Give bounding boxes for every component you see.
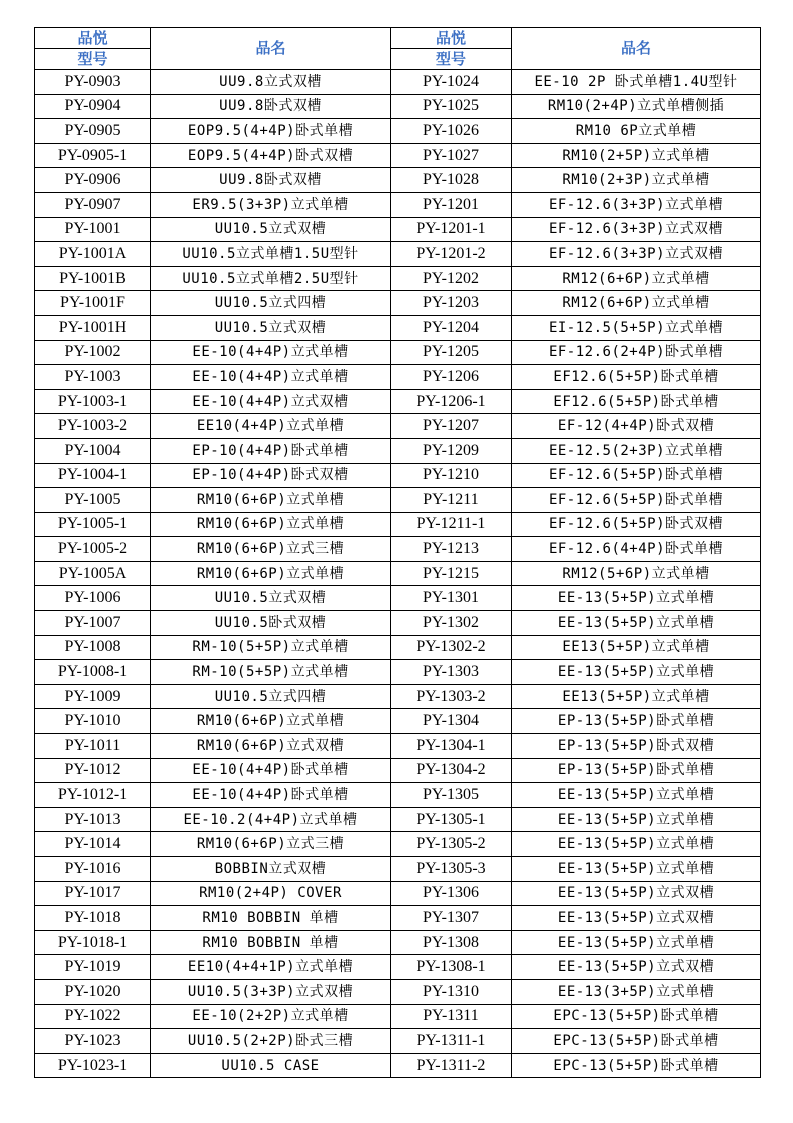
product-name-cell: UU10.5立式双槽 — [151, 315, 391, 340]
product-name-cell: EE13(5+5P)立式单槽 — [512, 684, 761, 709]
model-code-cell: PY-1003 — [35, 365, 151, 390]
product-name-cell: RM10(6+6P)立式单槽 — [151, 512, 391, 537]
product-name-cell: RM10(2+3P)立式单槽 — [512, 168, 761, 193]
table-row — [35, 365, 761, 390]
model-code-cell: PY-1022 — [35, 1004, 151, 1029]
model-code-cell: PY-1005-2 — [35, 537, 151, 562]
product-name-cell: RM10(2+5P)立式单槽 — [512, 143, 761, 168]
model-code-cell: PY-1202 — [391, 266, 512, 291]
product-name-cell: EE-13(5+5P)立式单槽 — [512, 611, 761, 636]
product-name-cell: EP-13(5+5P)卧式单槽 — [512, 758, 761, 783]
table-row — [35, 709, 761, 734]
model-code-cell: PY-1008 — [35, 635, 151, 660]
table-row — [35, 807, 761, 832]
model-code-cell: PY-1011 — [35, 734, 151, 759]
table-row — [35, 586, 761, 611]
model-code-cell: PY-0905-1 — [35, 143, 151, 168]
product-name-cell: RM10(2+4P) COVER — [151, 881, 391, 906]
product-name-cell: EE-10(4+4P)立式单槽 — [151, 365, 391, 390]
model-code-cell: PY-1008-1 — [35, 660, 151, 685]
product-name-cell: EE-10 2P 卧式单槽1.4U型针 — [512, 70, 761, 95]
model-code-cell: PY-1311-2 — [391, 1053, 512, 1078]
product-name-cell: UU10.5 CASE — [151, 1053, 391, 1078]
product-table — [34, 27, 761, 1078]
product-name-cell: EF-12.6(5+5P)卧式双槽 — [512, 512, 761, 537]
model-code-cell: PY-1211 — [391, 488, 512, 513]
table-row — [35, 119, 761, 144]
model-code-cell: PY-1311 — [391, 1004, 512, 1029]
product-name-cell: ER9.5(3+3P)立式单槽 — [151, 192, 391, 217]
product-name-cell: RM12(6+6P)立式单槽 — [512, 266, 761, 291]
table-row — [35, 1053, 761, 1078]
product-name-cell: EF-12.6(5+5P)卧式单槽 — [512, 488, 761, 513]
model-code-cell: PY-1304 — [391, 709, 512, 734]
model-code-cell: PY-1001F — [35, 291, 151, 316]
model-code-cell: PY-0907 — [35, 192, 151, 217]
product-name-cell: EPC-13(5+5P)卧式单槽 — [512, 1004, 761, 1029]
model-code-cell: PY-1014 — [35, 832, 151, 857]
table-row — [35, 340, 761, 365]
model-code-cell: PY-1018 — [35, 906, 151, 931]
product-name-cell: UU10.5卧式双槽 — [151, 611, 391, 636]
model-code-cell: PY-1206 — [391, 365, 512, 390]
model-code-cell: PY-1304-2 — [391, 758, 512, 783]
table-row — [35, 143, 761, 168]
product-name-cell: RM10(6+6P)立式单槽 — [151, 488, 391, 513]
model-code-cell: PY-1025 — [391, 94, 512, 119]
model-code-cell: PY-1307 — [391, 906, 512, 931]
product-name-cell: EF12.6(5+5P)卧式单槽 — [512, 389, 761, 414]
table-row — [35, 561, 761, 586]
product-name-cell: EE-13(5+5P)立式双槽 — [512, 906, 761, 931]
model-code-cell: PY-1305 — [391, 783, 512, 808]
model-code-cell: PY-1005A — [35, 561, 151, 586]
model-code-cell: PY-1027 — [391, 143, 512, 168]
table-row — [35, 1029, 761, 1054]
product-name-cell: RM12(6+6P)立式单槽 — [512, 291, 761, 316]
product-name-cell: RM10(6+6P)立式单槽 — [151, 561, 391, 586]
table-row — [35, 734, 761, 759]
model-code-cell: PY-1001A — [35, 242, 151, 267]
product-name-cell: RM10 BOBBIN 单槽 — [151, 906, 391, 931]
product-name-cell: RM10(6+6P)立式三槽 — [151, 537, 391, 562]
model-code-cell: PY-0903 — [35, 70, 151, 95]
model-code-cell: PY-1301 — [391, 586, 512, 611]
product-name-cell: UU10.5立式单槽1.5U型针 — [151, 242, 391, 267]
model-code-cell: PY-1303 — [391, 660, 512, 685]
model-code-cell: PY-1305-1 — [391, 807, 512, 832]
model-code-cell: PY-1017 — [35, 881, 151, 906]
product-name-cell: UU10.5(3+3P)立式双槽 — [151, 979, 391, 1004]
model-code-cell: PY-1213 — [391, 537, 512, 562]
product-name-cell: RM10(2+4P)立式单槽侧插 — [512, 94, 761, 119]
product-name-cell: UU10.5立式双槽 — [151, 217, 391, 242]
product-name-cell: UU10.5立式单槽2.5U型针 — [151, 266, 391, 291]
product-name-cell: EE-13(5+5P)立式单槽 — [512, 586, 761, 611]
model-code-cell: PY-1210 — [391, 463, 512, 488]
product-name-cell: EE13(5+5P)立式单槽 — [512, 635, 761, 660]
table-row — [35, 611, 761, 636]
model-code-cell: PY-1001H — [35, 315, 151, 340]
model-code-cell: PY-1204 — [391, 315, 512, 340]
product-name-cell: EE-10.2(4+4P)立式单槽 — [151, 807, 391, 832]
table-row — [35, 684, 761, 709]
model-code-cell: PY-1310 — [391, 979, 512, 1004]
model-code-cell: PY-1308-1 — [391, 955, 512, 980]
model-code-cell: PY-1013 — [35, 807, 151, 832]
product-name-cell: EE-10(4+4P)立式单槽 — [151, 340, 391, 365]
product-name-cell: EP-13(5+5P)卧式单槽 — [512, 709, 761, 734]
product-name-cell: UU9.8立式双槽 — [151, 70, 391, 95]
table-row — [35, 857, 761, 882]
product-name-cell: EE-13(5+5P)立式单槽 — [512, 857, 761, 882]
product-name-cell: UU9.8卧式双槽 — [151, 168, 391, 193]
product-name-cell: EF-12.6(2+4P)卧式单槽 — [512, 340, 761, 365]
model-code-cell: PY-1020 — [35, 979, 151, 1004]
table-row — [35, 906, 761, 931]
product-name-cell: EE-10(4+4P)立式双槽 — [151, 389, 391, 414]
product-name-cell: UU10.5立式四槽 — [151, 291, 391, 316]
model-code-cell: PY-1211-1 — [391, 512, 512, 537]
model-code-cell: PY-1010 — [35, 709, 151, 734]
table-row — [35, 783, 761, 808]
model-code-cell: PY-1215 — [391, 561, 512, 586]
product-name-cell: UU10.5(2+2P)卧式三槽 — [151, 1029, 391, 1054]
header-code-top-right: 品悦 — [391, 28, 512, 49]
model-code-cell: PY-1207 — [391, 414, 512, 439]
product-name-cell: RM12(5+6P)立式单槽 — [512, 561, 761, 586]
product-name-cell: EF-12.6(3+3P)立式双槽 — [512, 217, 761, 242]
product-name-cell: EE-13(5+5P)立式单槽 — [512, 832, 761, 857]
product-name-cell: EF-12.6(4+4P)卧式单槽 — [512, 537, 761, 562]
product-name-cell: EE10(4+4P)立式单槽 — [151, 414, 391, 439]
model-code-cell: PY-1003-1 — [35, 389, 151, 414]
table-row — [35, 70, 761, 95]
table-row — [35, 512, 761, 537]
model-code-cell: PY-1012-1 — [35, 783, 151, 808]
product-name-cell: EE-13(5+5P)立式单槽 — [512, 783, 761, 808]
model-code-cell: PY-1302-2 — [391, 635, 512, 660]
table-row — [35, 635, 761, 660]
model-code-cell: PY-1028 — [391, 168, 512, 193]
product-name-cell: EOP9.5(4+4P)卧式双槽 — [151, 143, 391, 168]
model-code-cell: PY-1303-2 — [391, 684, 512, 709]
table-row — [35, 979, 761, 1004]
product-name-cell: RM-10(5+5P)立式单槽 — [151, 635, 391, 660]
product-name-cell: EE-13(5+5P)立式单槽 — [512, 807, 761, 832]
model-code-cell: PY-1024 — [391, 70, 512, 95]
product-name-cell: EE-13(5+5P)立式单槽 — [512, 930, 761, 955]
model-code-cell: PY-1001B — [35, 266, 151, 291]
product-name-cell: EF12.6(5+5P)卧式单槽 — [512, 365, 761, 390]
table-row — [35, 881, 761, 906]
product-name-cell: EF-12.6(5+5P)卧式单槽 — [512, 463, 761, 488]
table-row — [35, 660, 761, 685]
model-code-cell: PY-1009 — [35, 684, 151, 709]
product-name-cell: EE10(4+4+1P)立式单槽 — [151, 955, 391, 980]
model-code-cell: PY-1206-1 — [391, 389, 512, 414]
table-row — [35, 758, 761, 783]
product-name-cell: EE-10(2+2P)立式单槽 — [151, 1004, 391, 1029]
model-code-cell: PY-1026 — [391, 119, 512, 144]
model-code-cell: PY-1304-1 — [391, 734, 512, 759]
model-code-cell: PY-1005 — [35, 488, 151, 513]
model-code-cell: PY-1201 — [391, 192, 512, 217]
header-row-top — [35, 28, 761, 49]
model-code-cell: PY-1203 — [391, 291, 512, 316]
model-code-cell: PY-1201-2 — [391, 242, 512, 267]
model-code-cell: PY-1004-1 — [35, 463, 151, 488]
model-code-cell: PY-1002 — [35, 340, 151, 365]
table-row — [35, 217, 761, 242]
header-name-left: 品名 — [151, 28, 391, 70]
header-code-bottom-right: 型号 — [391, 49, 512, 70]
table-row — [35, 488, 761, 513]
table-row — [35, 192, 761, 217]
model-code-cell: PY-1306 — [391, 881, 512, 906]
table-row — [35, 414, 761, 439]
product-name-cell: EP-10(4+4P)卧式双槽 — [151, 463, 391, 488]
product-name-cell: EP-13(5+5P)卧式双槽 — [512, 734, 761, 759]
table-row — [35, 266, 761, 291]
table-row — [35, 955, 761, 980]
model-code-cell: PY-0905 — [35, 119, 151, 144]
model-code-cell: PY-1003-2 — [35, 414, 151, 439]
product-name-cell: RM10(6+6P)立式双槽 — [151, 734, 391, 759]
product-name-cell: RM10 6P立式单槽 — [512, 119, 761, 144]
product-name-cell: EF-12.6(3+3P)立式双槽 — [512, 242, 761, 267]
model-code-cell: PY-1006 — [35, 586, 151, 611]
product-name-cell: EE-10(4+4P)卧式单槽 — [151, 758, 391, 783]
product-name-cell: EPC-13(5+5P)卧式单槽 — [512, 1053, 761, 1078]
model-code-cell: PY-1311-1 — [391, 1029, 512, 1054]
product-name-cell: UU9.8卧式双槽 — [151, 94, 391, 119]
product-name-cell: EE-13(5+5P)立式单槽 — [512, 660, 761, 685]
product-name-cell: RM10(6+6P)立式单槽 — [151, 709, 391, 734]
model-code-cell: PY-0904 — [35, 94, 151, 119]
product-name-cell: EE-13(3+5P)立式单槽 — [512, 979, 761, 1004]
product-name-cell: EP-10(4+4P)卧式单槽 — [151, 438, 391, 463]
model-code-cell: PY-1007 — [35, 611, 151, 636]
model-code-cell: PY-1305-2 — [391, 832, 512, 857]
product-name-cell: EE-13(5+5P)立式双槽 — [512, 955, 761, 980]
product-name-cell: EF-12.6(3+3P)立式单槽 — [512, 192, 761, 217]
product-name-cell: EE-12.5(2+3P)立式单槽 — [512, 438, 761, 463]
product-name-cell: BOBBIN立式双槽 — [151, 857, 391, 882]
model-code-cell: PY-1023-1 — [35, 1053, 151, 1078]
table-row — [35, 832, 761, 857]
table-row — [35, 291, 761, 316]
model-code-cell: PY-1308 — [391, 930, 512, 955]
header-code-top-left: 品悦 — [35, 28, 151, 49]
product-name-cell: RM10(6+6P)立式三槽 — [151, 832, 391, 857]
table-row — [35, 168, 761, 193]
model-code-cell: PY-1305-3 — [391, 857, 512, 882]
product-name-cell: EPC-13(5+5P)卧式单槽 — [512, 1029, 761, 1054]
model-code-cell: PY-1016 — [35, 857, 151, 882]
header-name-right: 品名 — [512, 28, 761, 70]
model-code-cell: PY-1018-1 — [35, 930, 151, 955]
product-name-cell: EE-10(4+4P)卧式单槽 — [151, 783, 391, 808]
product-name-cell: EOP9.5(4+4P)卧式单槽 — [151, 119, 391, 144]
table-row — [35, 930, 761, 955]
model-code-cell: PY-1209 — [391, 438, 512, 463]
table-row — [35, 94, 761, 119]
table-row — [35, 463, 761, 488]
product-name-cell: UU10.5立式四槽 — [151, 684, 391, 709]
model-code-cell: PY-0906 — [35, 168, 151, 193]
product-name-cell: RM-10(5+5P)立式单槽 — [151, 660, 391, 685]
table-row — [35, 389, 761, 414]
model-code-cell: PY-1005-1 — [35, 512, 151, 537]
model-code-cell: PY-1004 — [35, 438, 151, 463]
table-row — [35, 537, 761, 562]
model-code-cell: PY-1205 — [391, 340, 512, 365]
model-code-cell: PY-1302 — [391, 611, 512, 636]
model-code-cell: PY-1001 — [35, 217, 151, 242]
table-row — [35, 242, 761, 267]
model-code-cell: PY-1201-1 — [391, 217, 512, 242]
table-row — [35, 315, 761, 340]
header-code-bottom-left: 型号 — [35, 49, 151, 70]
table-row — [35, 438, 761, 463]
product-name-cell: EF-12(4+4P)卧式双槽 — [512, 414, 761, 439]
product-name-cell: UU10.5立式双槽 — [151, 586, 391, 611]
product-name-cell: EI-12.5(5+5P)立式单槽 — [512, 315, 761, 340]
model-code-cell: PY-1023 — [35, 1029, 151, 1054]
product-name-cell: RM10 BOBBIN 单槽 — [151, 930, 391, 955]
table-row — [35, 1004, 761, 1029]
model-code-cell: PY-1012 — [35, 758, 151, 783]
product-name-cell: EE-13(5+5P)立式双槽 — [512, 881, 761, 906]
model-code-cell: PY-1019 — [35, 955, 151, 980]
table-body — [35, 70, 761, 1078]
